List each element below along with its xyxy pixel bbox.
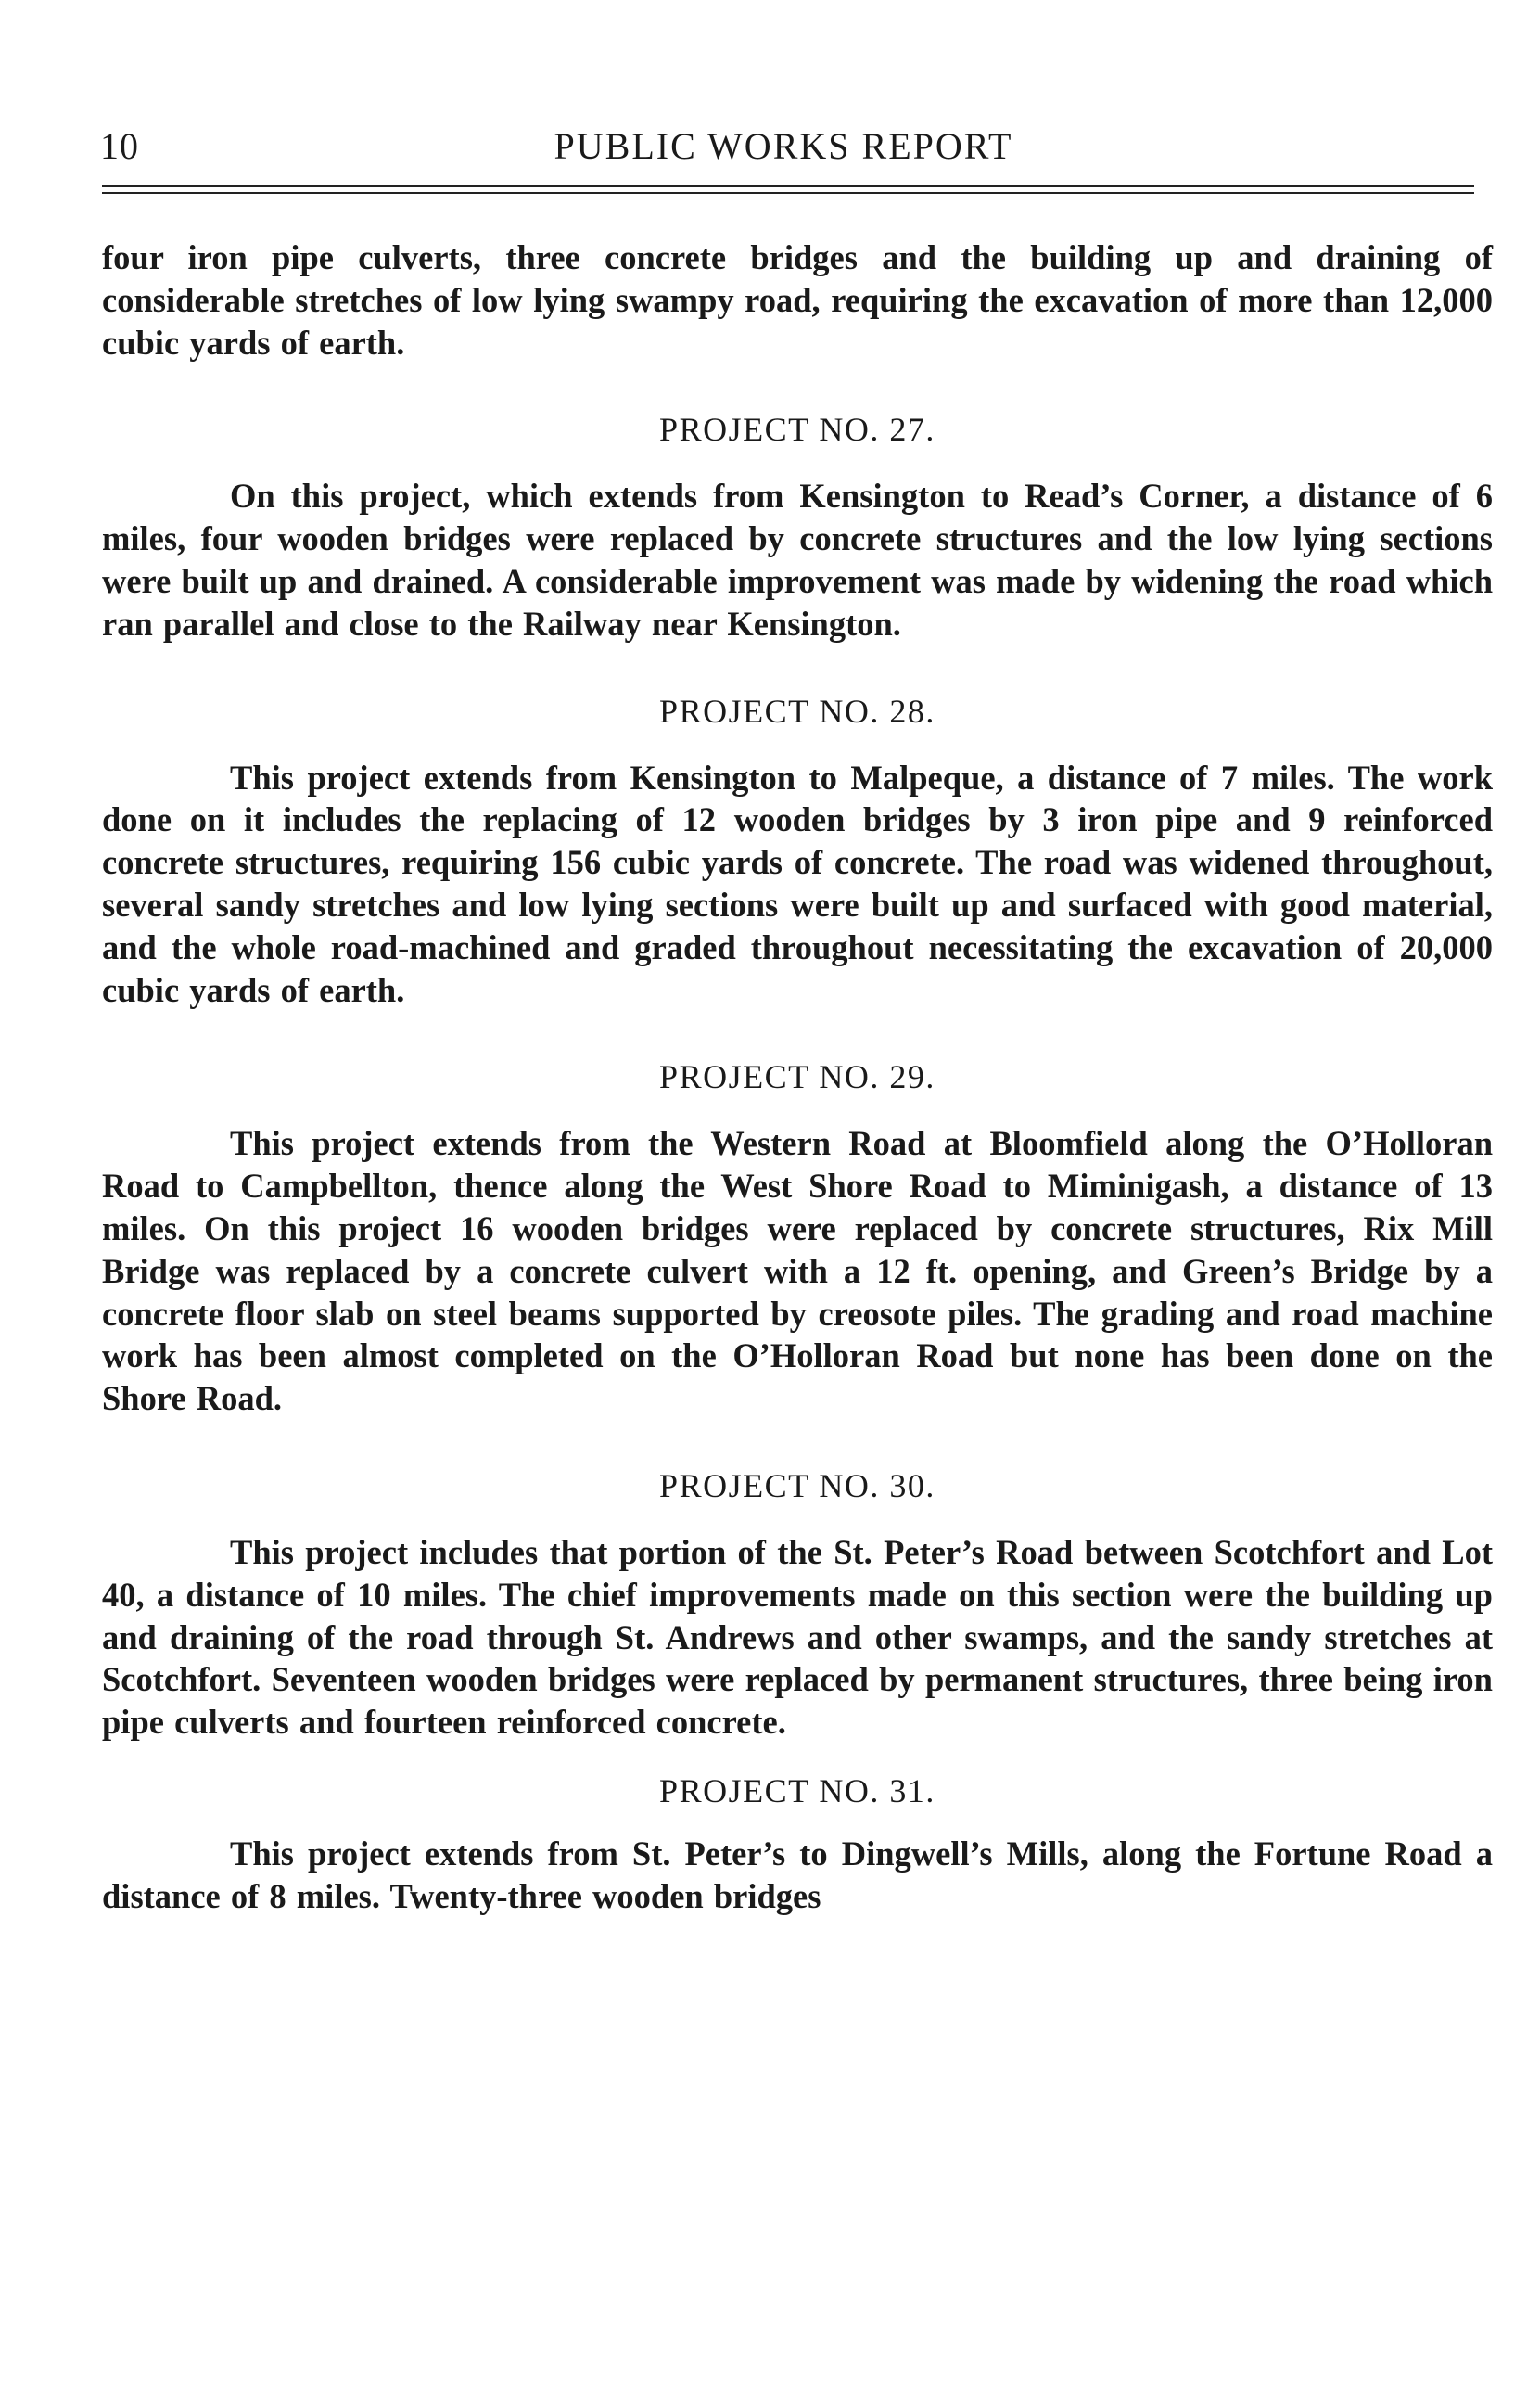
page-header [93, 117, 1474, 173]
project-28-paragraph: This project extends from Kensington to Malpeque, a distance of 7 miles. The work done on it includes the replacing of 12 wooden bridges by 3 iron pipe and 9 reinforced concrete structures, requiring 156 cubic yards of concrete. The road was widened throughout, several sandy stretches and low lying sections were built up and surfaced with good material, and the whole road-machined and graded throughout necessitating the excavation of 20,000 cubic yards of earth. [102, 758, 1493, 1009]
paragraph-continuation: four iron pipe culverts, three concrete bridges and the building up and draining of considerable stretches of low lying swampy road, requiring the excavation of more than 12,000 cubic yards of earth. [102, 238, 1493, 362]
project-29-heading: PROJECT NO. 29. [659, 1058, 935, 1096]
body-text [102, 236, 1493, 1918]
project-27-paragraph: On this project, which extends from Kensington to Read’s Corner, a distance of 6 miles, four wooden bridges were replaced by concrete structures and the low lying sections were built up and drained. A considerable improvement was made by widening the road which ran parallel and close to the Railway near Kensington. [102, 477, 1493, 643]
project-30-paragraph: This project includes that portion of the St. Peter’s Road between Scotchfort and Lot 40, a distance of 10 miles. The chief improvements made on this section were the building up and draining of the road through St. Andrews and other swamps, and the sandy stretches at Scotchfort. Seventeen wooden bridges were replaced by permanent structures, three being iron pipe culverts and fourteen reinforced concrete. [102, 1532, 1493, 1742]
page-number: 10 [100, 125, 139, 167]
project-28-heading: PROJECT NO. 28. [659, 692, 935, 730]
header-rule-upper [102, 185, 1474, 187]
project-30-heading: PROJECT NO. 30. [659, 1466, 935, 1504]
running-head: PUBLIC WORKS REPORT [554, 125, 1013, 167]
project-31-heading: PROJECT NO. 31. [659, 1771, 935, 1809]
project-31-paragraph: This project extends from St. Peter’s to Dingwell’s Mills, along the Fortune Road a distance of 8 miles. Twenty-three wooden bridges [102, 1834, 1493, 1915]
project-29-paragraph: This project extends from the Western Road at Bloomfield along the O’Holloran Road to Campbellton, thence along the West Shore Road to Miminigash, a distance of 13 miles. On this project 16 wooden bridges were replaced by concrete structures, Rix Mill Bridge was replaced by a concrete culvert with a 12 ft. opening, and Green’s Bridge by a concrete floor slab on steel beams supported by creosote piles. The grading and road machine work has been almost completed on the O’Holloran Road but none has been done on the Shore Road. [102, 1124, 1493, 1418]
header-rule-lower [102, 192, 1474, 194]
project-27-heading: PROJECT NO. 27. [659, 411, 935, 449]
